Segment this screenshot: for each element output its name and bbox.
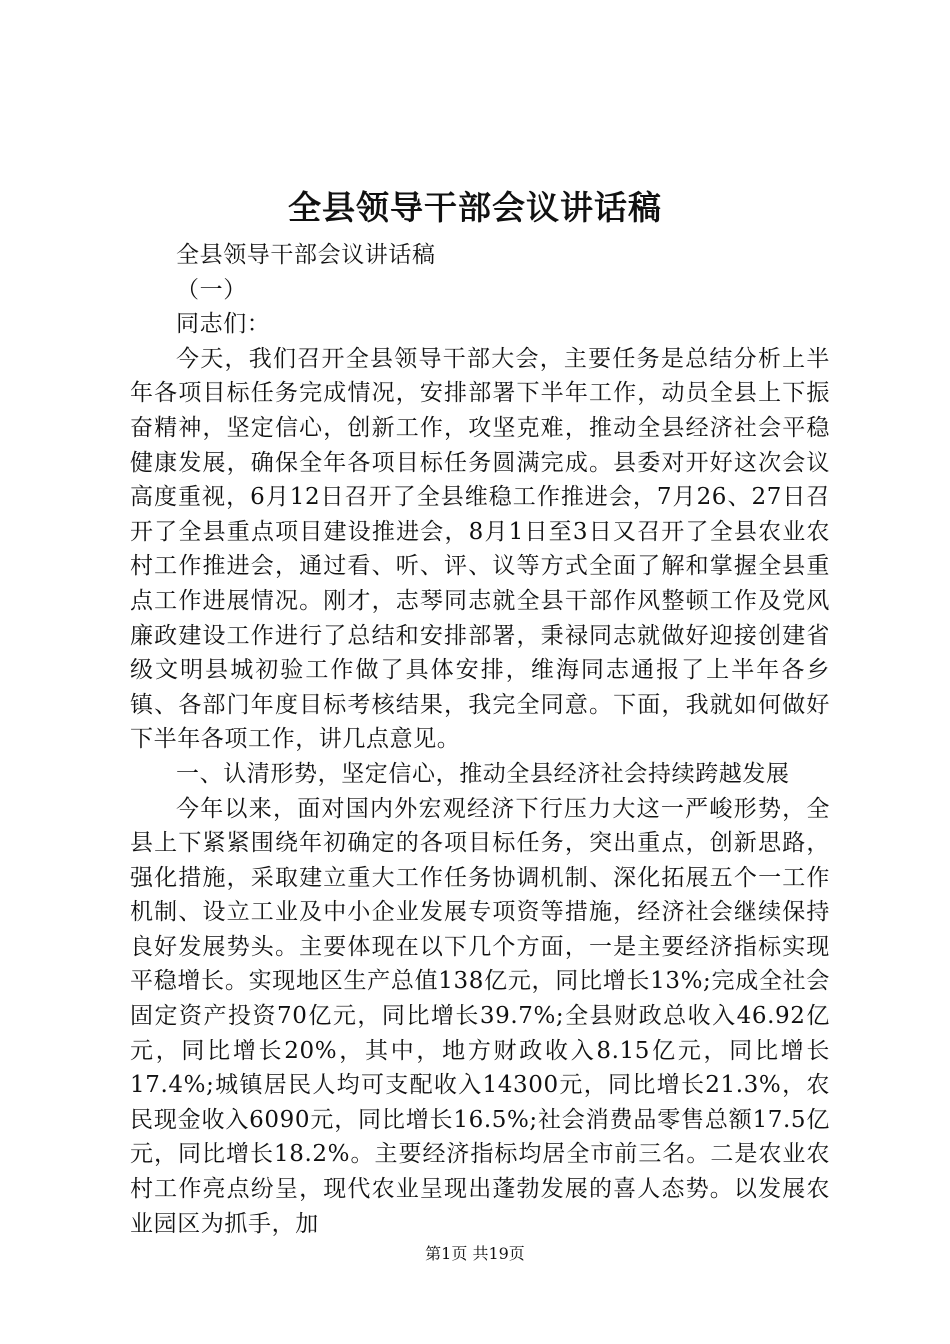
body-paragraph: 今天，我们召开全县领导干部大会，主要任务是总结分析上半年各项目标任务完成情况，安排部署下半年工作，动员全县上下振奋精神，坚定信心，创新工作，攻坚克难，推动全县经济社会平稳健康发展，确保全年各项目标任务圆满完成。县委对开好这次会议高度重视，6月12日召开了全县维稳工作推进会，7月26、27日召开了全县重点项目建设推进会，8月1日至3日又召开了全县农业农村工作推进会，通过看、听、评、议等方式全面了解和掌握全县重点工作进展情况。刚才，志琴同志就全县干部作风整顿工作及党风廉政建设工作进行了总结和安排部署，秉禄同志就做好迎接创建省级文明县城初验工作做了具体安排，维海同志通报了上半年各乡镇、各部门年度目标考核结果，我完全同意。下面，我就如何做好下半年各项工作，讲几点意见。 <box>130 345 830 753</box>
section-number-paragraph: （一） <box>176 276 247 303</box>
section-heading-paragraph: 一、认清形势，坚定信心，推动全县经济社会持续跨越发展 <box>176 760 790 787</box>
document-body <box>130 238 830 1241</box>
salutation-paragraph: 同志们： <box>176 311 271 338</box>
document-title: 全县领导干部会议讲话稿 <box>288 188 662 227</box>
subtitle-paragraph: 全县领导干部会议讲话稿 <box>176 242 436 268</box>
page-footer: 第1页 共19页 <box>425 1244 525 1263</box>
body-paragraph: 今年以来，面对国内外宏观经济下行压力大这一严峻形势，全县上下紧紧围绕年初确定的各项目标任务，突出重点，创新思路，强化措施，采取建立重大工作任务协调机制、深化拓展五个一工作机制、设立工业及中小企业发展专项资等措施，经济社会继续保持良好发展势头。主要体现在以下几个方面，一是主要经济指标实现平稳增长。实现地区生产总值138亿元，同比增长13%;完成全社会固定资产投资70亿元，同比增长39.7%;全县财政总收入46.92亿元，同比增长20%，其中，地方财政收入8.15亿元，同比增长17.4%;城镇居民人均可支配收入14300元，同比增长21.3%，农民现金收入6090元，同比增长16.5%;社会消费品零售总额17.5亿元，同比增长18.2%。主要经济指标均居全市前三名。二是农业农村工作亮点纷呈，现代农业呈现出蓬勃发展的喜人态势。以发展农业园区为抓手，加 <box>130 795 830 1237</box>
